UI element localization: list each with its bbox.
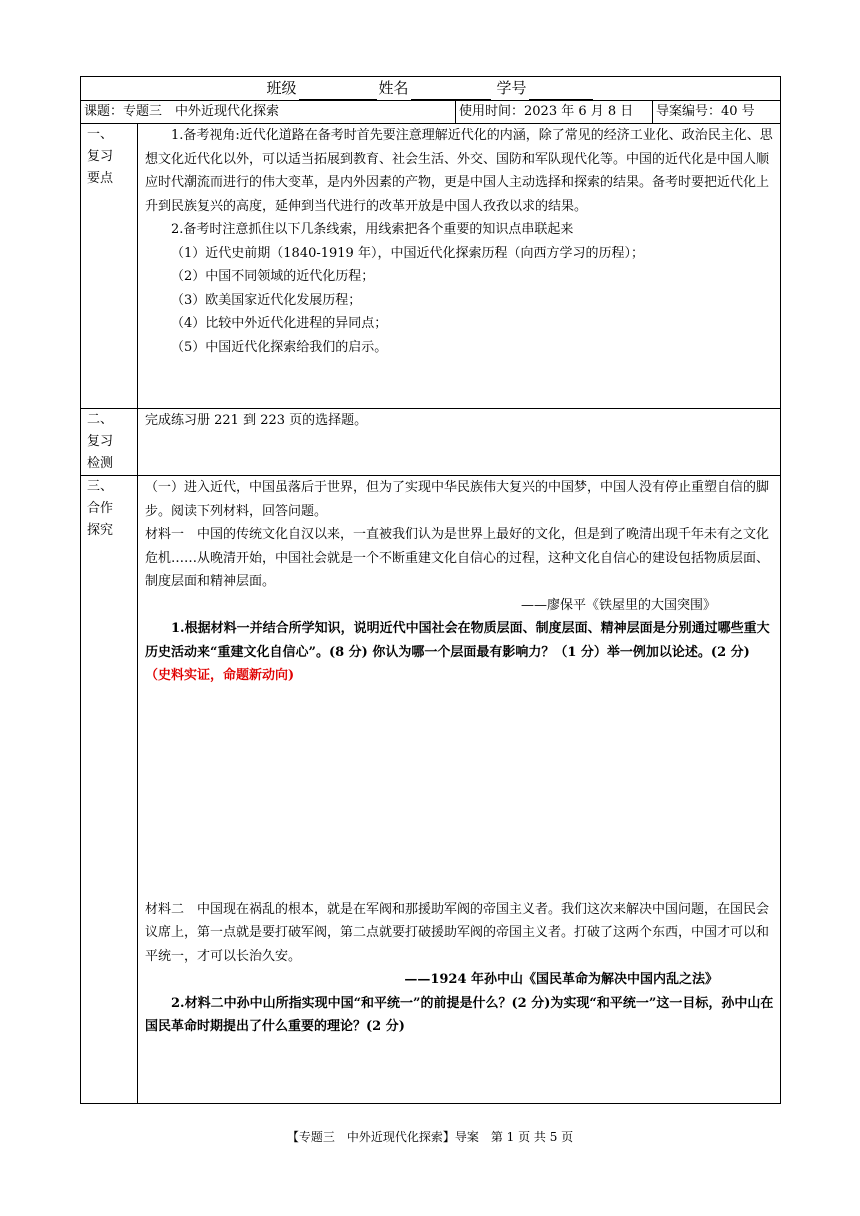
section-label-line: 三、: [87, 479, 114, 494]
review-item: （4）比较中外近代化进程的异同点；: [171, 316, 388, 331]
section-label-line: 检测: [87, 456, 114, 471]
section-label-line: 合作: [87, 501, 114, 516]
name-blank[interactable]: [411, 83, 491, 100]
check-text: 完成练习册 221 到 223 页的选择题。: [145, 413, 368, 428]
review-paragraph: 2.备考时注意抓住以下几条线索，用线索把各个重要的知识点串联起来: [171, 222, 574, 237]
section-label-check: [81, 409, 138, 476]
number-cell: 导案编号：40 号: [653, 101, 781, 124]
section-label-line: 一、: [87, 127, 114, 142]
name-label: 姓名: [378, 79, 409, 97]
explore-content: [138, 476, 781, 1104]
answer-space-one[interactable]: [145, 688, 774, 898]
topic-cell: 课题：专题三 中外近现代化探索: [81, 101, 456, 124]
material-two-source: ——1924 年孙中山《国民革命为解决中国内乱之法》: [404, 972, 719, 987]
review-item: （3）欧美国家近代化发展历程；: [171, 292, 362, 308]
review-content: [138, 124, 781, 409]
class-blank[interactable]: [299, 83, 377, 100]
question-one-text: 1.根据材料一并结合所学知识，说明近代中国社会在物质层面、制度层面、精神层面是分别通过哪些重大历史活动来“重建文化自信心”。(8 分) 你认为哪一个层面最有影响力？（1 分）举一例加以论述。(2 分): [145, 621, 770, 660]
material-one: 材料一 中国的传统文化自汉以来，一直被我们认为是世界上最好的文化，但是到了晚清出现千年未有之文化危机……从晚清开始，中国社会就是一个不断重建文化自信心的过程，这种文化自信心的建设包括物质层面、制度层面和精神层面。: [145, 527, 770, 589]
page-footer: 【专题三 中外近现代化探索】导案 第 1 页 共 5 页: [286, 1130, 574, 1144]
question-two: 2.材料二中孙中山所指实现中国“和平统一”的前提是什么？(2 分)为实现“和平统一”这一目标，孙中山在国民革命时期提出了什么重要的理论？(2 分): [145, 995, 774, 1034]
review-item: （5）中国近代化探索给我们的启示。: [171, 339, 388, 355]
student-info-row: [81, 77, 781, 101]
question-one: [145, 617, 774, 688]
review-item: （2）中国不同领域的近代化历程；: [171, 269, 375, 284]
section-label-line: 探究: [87, 523, 114, 538]
section-label-line: 复习: [87, 434, 114, 449]
id-blank[interactable]: [529, 83, 593, 100]
review-item: （1）近代史前期（1840-1919 年），中国近代化探索历程（向西方学习的历程）；: [171, 245, 644, 261]
section-label-line: 复习: [87, 149, 114, 164]
section-label-line: 要点: [87, 171, 114, 186]
section-label-line: 二、: [87, 412, 114, 427]
check-content: [138, 409, 781, 476]
section-label-review: [81, 124, 138, 409]
review-paragraph: 1.备考视角:近代化道路在备考时首先要注意理解近代化的内涵，除了常见的经济工业化、政治民主化、思想文化近代化以外，可以适当拓展到教育、社会生活、外交、国防和军队现代化等。中国的近代化是中国人顺应时代潮流而进行的伟大变革，是内外因素的产物，更是中国人主动选择和探索的结果。备考时要把近代化上升到民族复兴的高度，延伸到当代进行的改革开放是中国人孜孜以求的结果。: [145, 128, 773, 214]
material-two: 材料二 中国现在祸乱的根本，就是在军阀和那援助军阀的帝国主义者。我们这次来解决中国问题，在国民会议席上，第一点就是要打破军阀，第二点就要打破援助军阀的帝国主义者。打破了这两个东西，中国才可以和平统一，才可以长治久安。: [145, 901, 770, 964]
explore-intro: （一）进入近代，中国虽落后于世界，但为了实现中华民族伟大复兴的中国梦，中国人没有停止重塑自信的脚步。阅读下列材料，回答问题。: [145, 480, 770, 519]
class-label: 班级: [266, 79, 297, 97]
id-label: 学号: [496, 79, 527, 97]
section-label-explore: [81, 476, 138, 1104]
date-cell: 使用时间：2023 年 6 月 8 日: [456, 101, 653, 124]
question-one-note: （史料实证，命题新动向): [145, 668, 295, 683]
worksheet-table: [80, 76, 781, 1104]
material-one-source: ——廖保平《铁屋里的大国突围》: [521, 597, 717, 613]
worksheet: [80, 76, 780, 1104]
